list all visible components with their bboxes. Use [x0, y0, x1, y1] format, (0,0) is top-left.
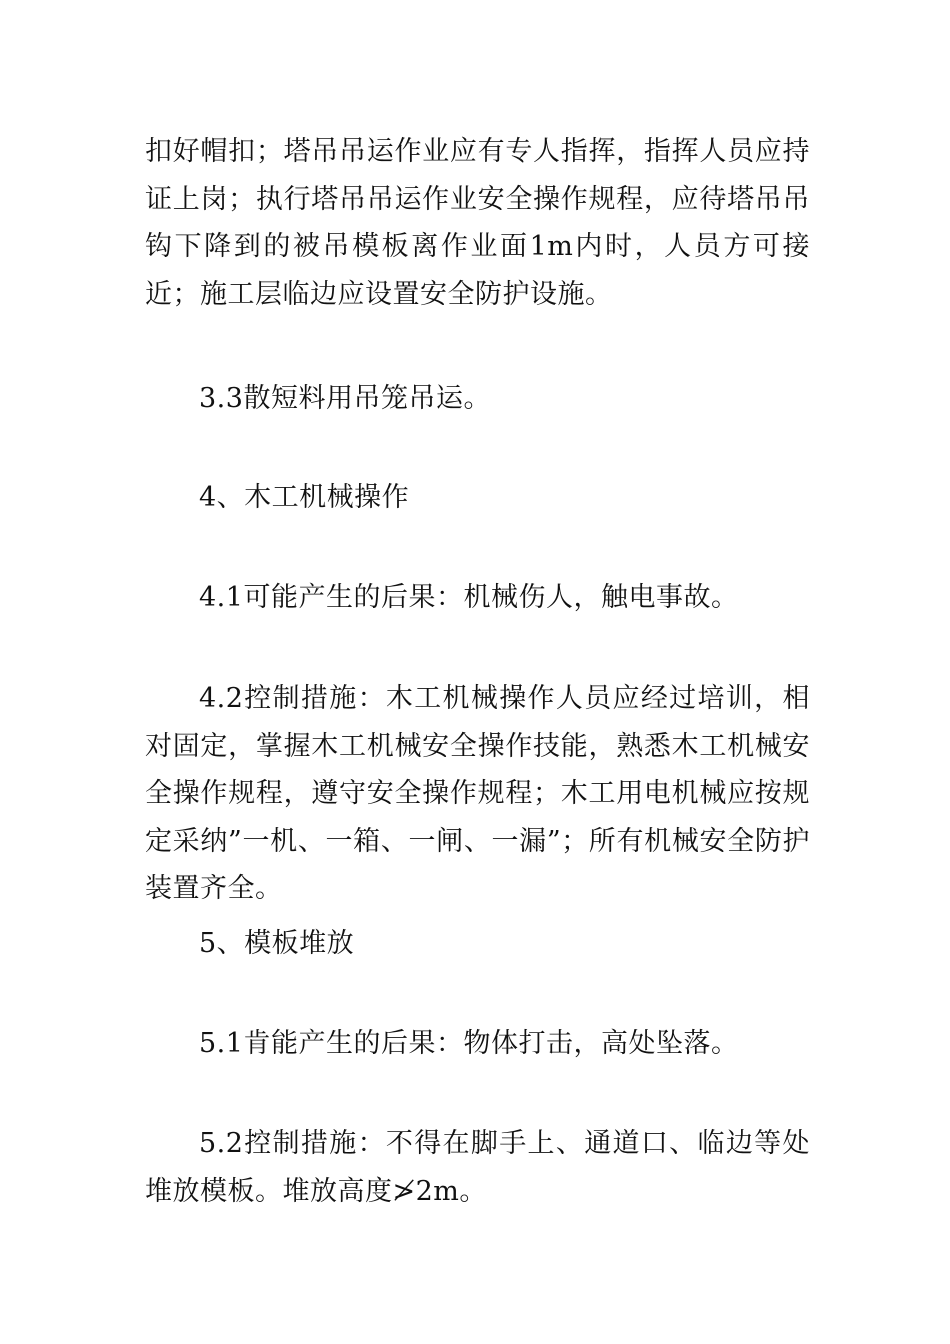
paragraph-5-1: 5.1肯能产生的后果：物体打击，高处坠落。	[199, 1028, 739, 1059]
heading-4-woodworking-machinery: 4、木工机械操作	[199, 482, 410, 513]
paragraph-4-2: 4.2控制措施：木工机械操作人员应经过培训，相对固定，掌握木工机械安全操作技能，熟悉木工机械安全操作规程，遵守安全操作规程；木工用电机械应按规定采纳”一机、一箱、一闸、一漏”；所有机械安全防护装置齐全。	[145, 683, 810, 904]
paragraph-tower-crane-safety: 扣好帽扣；塔吊吊运作业应有专人指挥，指挥人员应持证上岗；执行塔吊吊运作业安全操作规程，应待塔吊吊钩下降到的被吊模板离作业面1m内时，人员方可接近；施工层临边应设置安全防护设施。	[145, 136, 810, 310]
paragraph-5-2: 5.2控制措施：不得在脚手上、通道口、临边等处堆放模板。堆放高度≯2m。	[145, 1128, 810, 1207]
heading-5-formwork-stacking: 5、模板堆放	[199, 928, 355, 959]
paragraph-3-3: 3.3散短料用吊笼吊运。	[199, 383, 491, 414]
paragraph-4-1: 4.1可能产生的后果：机械伤人，触电事故。	[199, 582, 739, 613]
